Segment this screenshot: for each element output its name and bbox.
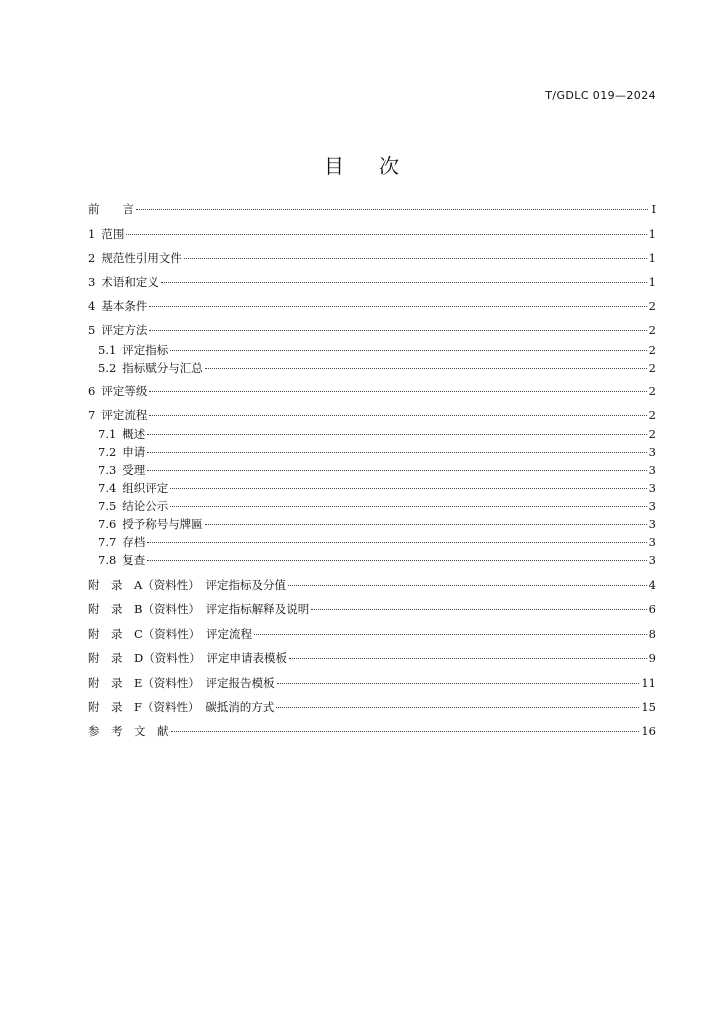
toc-title-char-2: 次	[379, 154, 400, 178]
toc-entry-title: 附 录 F（资料性） 碳抵消的方式	[88, 700, 275, 714]
toc-entry-5-1[interactable]	[98, 342, 656, 358]
toc-entry-title: 前 言	[88, 202, 134, 216]
toc-entry-7-3[interactable]	[98, 462, 656, 478]
toc-entry-7-6[interactable]	[98, 516, 656, 532]
toc-entry-title: 术语和定义	[101, 275, 159, 289]
toc-page-number: 2	[648, 427, 656, 441]
toc-leader-dots	[170, 350, 646, 351]
toc-title-char-1: 目	[324, 154, 345, 178]
toc-page-number: 1	[648, 227, 656, 241]
toc-entry-number: 5.1	[98, 343, 117, 357]
toc-entry-4[interactable]	[88, 298, 656, 314]
toc-entry-number: 7.3	[98, 463, 117, 477]
toc-entry-number: 2	[88, 251, 96, 265]
toc-entry-title: 结论公示	[122, 499, 169, 513]
toc-entry-title: 评定指标	[122, 343, 169, 357]
toc-page-number: 3	[648, 535, 656, 549]
toc-leader-dots	[149, 306, 646, 307]
toc-page-number: 2	[648, 323, 656, 337]
toc-entry-title: 基本条件	[101, 299, 148, 313]
toc-leader-dots	[170, 506, 646, 507]
toc-leader-dots	[288, 585, 647, 586]
toc-leader-dots	[126, 234, 646, 235]
toc-entry-title: 附 录 A（资料性） 评定指标及分值	[88, 578, 287, 592]
toc-leader-dots	[205, 524, 647, 525]
toc-entry-title: 评定等级	[101, 384, 148, 398]
toc-entry-7-4[interactable]	[98, 480, 656, 496]
toc-page-number: 6	[648, 602, 656, 616]
toc-leader-dots	[205, 368, 647, 369]
toc-entry-number: 5	[88, 323, 96, 337]
toc-page-number: 2	[648, 384, 656, 398]
toc-entry-appendix-d[interactable]	[88, 650, 656, 666]
toc-page-number: 2	[648, 361, 656, 375]
toc-entry-number: 7.2	[98, 445, 117, 459]
toc-entry-2[interactable]	[88, 250, 656, 266]
toc-entry-appendix-f[interactable]	[88, 699, 656, 715]
toc-entry-5-2[interactable]	[98, 360, 656, 376]
toc-leader-dots	[276, 707, 639, 708]
toc-entry-number: 7.4	[98, 481, 117, 495]
toc-leader-dots	[149, 391, 646, 392]
toc-leader-dots	[147, 560, 646, 561]
toc-entry-7-5[interactable]	[98, 498, 656, 514]
toc-page-number: 9	[648, 651, 656, 665]
toc-entry-number: 3	[88, 275, 96, 289]
toc-entry-title: 组织评定	[122, 481, 169, 495]
document-code: T/GDLC 019—2024	[545, 89, 656, 102]
toc-leader-dots	[277, 683, 640, 684]
toc-entry-references[interactable]	[88, 723, 656, 739]
toc-entry-title: 存档	[122, 535, 146, 549]
toc-page-number: 3	[648, 481, 656, 495]
toc-entry-number: 1	[88, 227, 96, 241]
toc-entry-title: 申请	[122, 445, 146, 459]
toc-entry-title: 附 录 E（资料性） 评定报告模板	[88, 676, 275, 690]
toc-page-number: 8	[648, 627, 656, 641]
toc-entry-number: 7.7	[98, 535, 117, 549]
toc-leader-dots	[311, 609, 646, 610]
toc-entry-title: 评定方法	[101, 323, 148, 337]
toc-leader-dots	[254, 634, 647, 635]
toc-entry-title: 范围	[101, 227, 125, 241]
toc-page-number: 3	[648, 553, 656, 567]
toc-entry-number: 7.5	[98, 499, 117, 513]
toc-page-number: 2	[648, 299, 656, 313]
toc-entry-7-7[interactable]	[98, 534, 656, 550]
toc-entry-number: 7.1	[98, 427, 117, 441]
toc-leader-dots	[149, 330, 646, 331]
toc-entry-appendix-c[interactable]	[88, 626, 656, 642]
toc-entry-title: 概述	[122, 427, 146, 441]
toc-entry-title: 受理	[122, 463, 146, 477]
toc-page-number: 3	[648, 517, 656, 531]
toc-leader-dots	[161, 282, 647, 283]
toc-entry-number: 7.8	[98, 553, 117, 567]
toc-entry-number: 7.6	[98, 517, 117, 531]
toc-entry-title: 附 录 C（资料性） 评定流程	[88, 627, 253, 641]
toc-entry-5[interactable]	[88, 322, 656, 338]
toc-entry-foreword[interactable]	[88, 201, 656, 217]
toc-entry-title: 授予称号与牌匾	[122, 517, 203, 531]
toc-entry-1[interactable]	[88, 226, 656, 242]
toc-entry-title: 附 录 D（资料性） 评定申请表模板	[88, 651, 287, 665]
toc-entry-appendix-e[interactable]	[88, 675, 656, 691]
toc-entry-appendix-a[interactable]	[88, 577, 656, 593]
toc-leader-dots	[149, 415, 646, 416]
toc-entry-title: 指标赋分与汇总	[122, 361, 203, 375]
toc-leader-dots	[289, 658, 647, 659]
toc-leader-dots	[184, 258, 647, 259]
toc-page-number: 2	[648, 408, 656, 422]
toc-entry-3[interactable]	[88, 274, 656, 290]
toc-page-number: 4	[648, 578, 656, 592]
toc-page-number: 3	[648, 463, 656, 477]
toc-title	[0, 150, 724, 179]
toc-entry-title: 复查	[122, 553, 146, 567]
toc-entry-number: 4	[88, 299, 96, 313]
toc-leader-dots	[147, 542, 646, 543]
toc-page-number: I	[651, 202, 656, 216]
toc-entry-title: 评定流程	[101, 408, 148, 422]
toc-page-number: 16	[641, 724, 656, 738]
toc-page-number: 2	[648, 343, 656, 357]
toc-entry-7-8[interactable]	[98, 552, 656, 568]
toc-leader-dots	[136, 209, 648, 210]
toc-entry-appendix-b[interactable]	[88, 601, 656, 617]
toc-entry-number: 6	[88, 384, 96, 398]
toc-page-number: 15	[641, 700, 656, 714]
toc-entry-number: 7	[88, 408, 96, 422]
toc-leader-dots	[147, 452, 646, 453]
toc-entry-7-1[interactable]	[98, 426, 656, 442]
toc-page-number: 11	[641, 676, 656, 690]
toc-leader-dots	[147, 434, 646, 435]
toc-page-number: 3	[648, 445, 656, 459]
toc-leader-dots	[147, 470, 646, 471]
toc-entry-7[interactable]	[88, 407, 656, 423]
toc-entry-6[interactable]	[88, 383, 656, 399]
toc-entry-title: 附 录 B（资料性） 评定指标解释及说明	[88, 602, 310, 616]
toc-page-number: 1	[648, 251, 656, 265]
toc-entry-title: 规范性引用文件	[101, 251, 182, 265]
toc-page-number: 3	[648, 499, 656, 513]
toc-page-number: 1	[648, 275, 656, 289]
toc-entry-number: 5.2	[98, 361, 117, 375]
toc-leader-dots	[171, 731, 640, 732]
toc-leader-dots	[170, 488, 646, 489]
toc-entry-7-2[interactable]	[98, 444, 656, 460]
toc-entry-title: 参 考 文 献	[88, 724, 169, 738]
